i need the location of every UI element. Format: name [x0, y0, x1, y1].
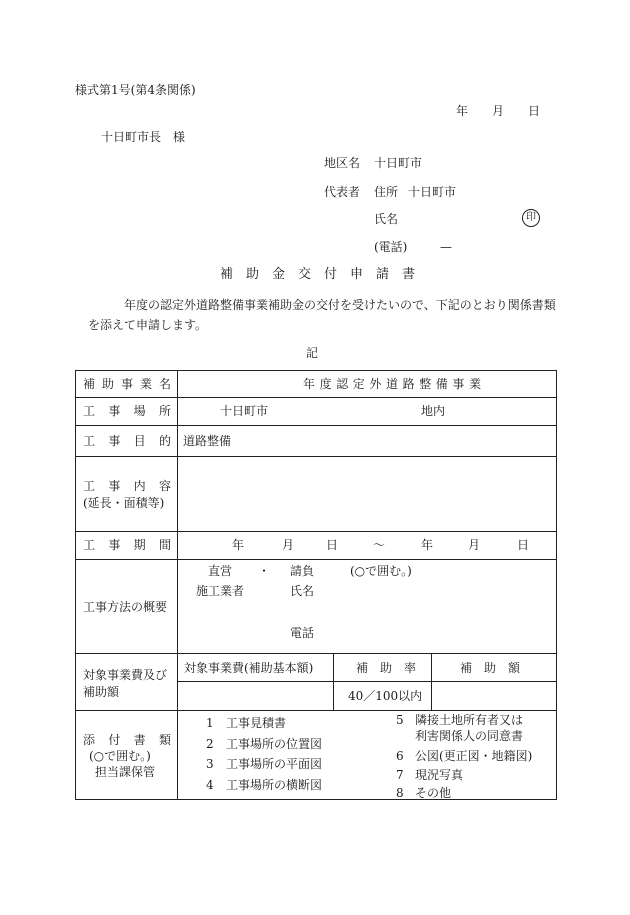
form-number: 様式第1号(第4条関係) — [75, 83, 196, 97]
address-value: 十日町市 — [408, 185, 457, 199]
row-content — [76, 457, 557, 532]
content-label-line2: (延長・面積等) — [83, 496, 165, 511]
cost-col2-header-cell — [334, 653, 432, 681]
attachment-num-7: 7 — [396, 767, 404, 782]
period-start-year: 年 — [232, 538, 245, 553]
content-label-line1: 工事内容 — [83, 479, 171, 494]
method-label: 工事方法の概要 — [83, 599, 168, 614]
location-suffix: 地内 — [421, 404, 446, 419]
project-name-label: 補助事業名 — [83, 377, 171, 391]
attachments-label-line1: 添付書類 — [83, 732, 171, 747]
location-label: 工事場所 — [83, 404, 171, 419]
application-table — [75, 370, 557, 800]
attachment-num-2: 2 — [206, 736, 214, 751]
period-tilde: ～ — [373, 538, 386, 553]
location-value-cell[interactable] — [178, 398, 557, 425]
purpose-value-cell[interactable] — [178, 425, 557, 456]
cost-base-value-cell[interactable] — [178, 682, 334, 710]
attachment-item-5[interactable]: 隣接土地所有者又は — [415, 712, 524, 727]
date-month-label: 月 — [492, 104, 505, 118]
period-value-cell[interactable] — [178, 532, 557, 559]
cost-col1-header-cell — [178, 653, 334, 681]
purpose-label: 工事目的 — [83, 433, 171, 448]
attachment-item-4[interactable]: 工事場所の横断図 — [226, 777, 323, 792]
cost-col3-header: 補 助 額 — [460, 660, 521, 675]
content-label-cell — [76, 457, 178, 532]
addressee: 十日町市長 様 — [101, 130, 186, 144]
method-contract[interactable]: 請負 — [290, 563, 315, 578]
attachment-num-4: 4 — [206, 777, 214, 792]
contractor-name-label: 氏名 — [290, 583, 315, 598]
period-end-month: 月 — [468, 538, 481, 553]
attachment-item-1[interactable]: 工事見積書 — [226, 715, 287, 730]
method-label-cell — [76, 559, 178, 653]
attachment-num-6: 6 — [396, 748, 404, 763]
date-year-label: 年 — [456, 104, 469, 118]
location-city: 十日町市 — [220, 404, 269, 419]
period-label: 工事期間 — [83, 538, 171, 553]
cost-label-line2: 補助額 — [83, 684, 120, 699]
row-purpose — [76, 425, 557, 456]
attachment-num-3: 3 — [206, 756, 214, 771]
cost-rate-value-cell — [334, 682, 432, 710]
period-end-day: 日 — [517, 538, 530, 553]
intro-line-1: 年度の認定外道路整備事業補助金の交付を受けたいので、下記のとおり関係書類 — [124, 298, 556, 312]
attachment-num-8: 8 — [396, 785, 404, 800]
attachment-item-8[interactable]: その他 — [415, 785, 452, 800]
purpose-value: 道路整備 — [183, 433, 232, 448]
location-label-cell — [76, 398, 178, 425]
method-value-cell[interactable] — [178, 559, 557, 653]
attachment-num-5: 5 — [396, 712, 404, 727]
period-label-cell — [76, 532, 178, 559]
method-direct[interactable]: 直営 — [208, 563, 233, 578]
purpose-label-cell — [76, 425, 178, 456]
row-method — [76, 559, 557, 653]
phone-label: (電話) — [374, 240, 408, 254]
method-dot: ・ — [258, 563, 271, 578]
attachment-item-7[interactable]: 現況写真 — [415, 767, 464, 782]
contractor-phone-label: 電話 — [290, 625, 315, 640]
representative-label: 代表者 — [324, 185, 361, 199]
attachments-label-cell — [76, 710, 178, 799]
project-name-value: 年度認定外道路整備事業 — [303, 377, 481, 391]
project-name-label-cell — [76, 371, 178, 398]
project-name-value-cell[interactable] — [178, 371, 557, 398]
row-project-name — [76, 371, 557, 398]
address-label: 住所 — [374, 185, 399, 199]
row-cost-header — [76, 653, 557, 681]
ki-mark: 記 — [306, 346, 319, 360]
document-title: 補 助 金 交 付 申 請 書 — [220, 267, 416, 282]
name-label: 氏名 — [374, 212, 399, 226]
attachment-item-5-line2: 利害関係人の同意書 — [415, 728, 524, 743]
attachments-label-line2: (○で囲む。) — [89, 748, 151, 763]
contractor-label: 施工業者 — [196, 583, 245, 598]
district-value: 十日町市 — [374, 156, 423, 170]
cost-label-line1: 対象事業費及び — [83, 667, 168, 682]
attachment-item-6[interactable]: 公図(更正図・地籍図) — [415, 748, 533, 763]
cost-label-cell — [76, 653, 178, 710]
cost-col1-header: 対象事業費(補助基本額) — [184, 660, 314, 675]
row-attachments — [76, 710, 557, 799]
date-day-label: 日 — [528, 104, 541, 118]
cost-rate-value: 40／100以内 — [348, 689, 423, 704]
attachments-list-cell — [178, 710, 557, 799]
cost-col3-header-cell — [432, 653, 557, 681]
content-value-cell[interactable] — [178, 457, 557, 532]
attachment-num-1: 1 — [206, 715, 214, 730]
period-end-year: 年 — [421, 538, 434, 553]
period-start-day: 日 — [326, 538, 339, 553]
attachments-label-line3: 担当課保管 — [95, 764, 156, 779]
intro-line-2: を添えて申請します。 — [88, 318, 208, 332]
attachment-item-2[interactable]: 工事場所の位置図 — [226, 736, 323, 751]
cost-col2-header: 補 助 率 — [356, 660, 417, 675]
row-period — [76, 532, 557, 559]
row-location — [76, 398, 557, 425]
attachment-item-3[interactable]: 工事場所の平面図 — [226, 756, 323, 771]
phone-dash: — — [440, 240, 452, 254]
cost-amount-value-cell[interactable] — [432, 682, 557, 710]
method-circle-note: (○で囲む。) — [350, 563, 412, 578]
seal-mark: 印 — [522, 209, 540, 227]
period-start-month: 月 — [282, 538, 295, 553]
district-label: 地区名 — [324, 156, 361, 170]
